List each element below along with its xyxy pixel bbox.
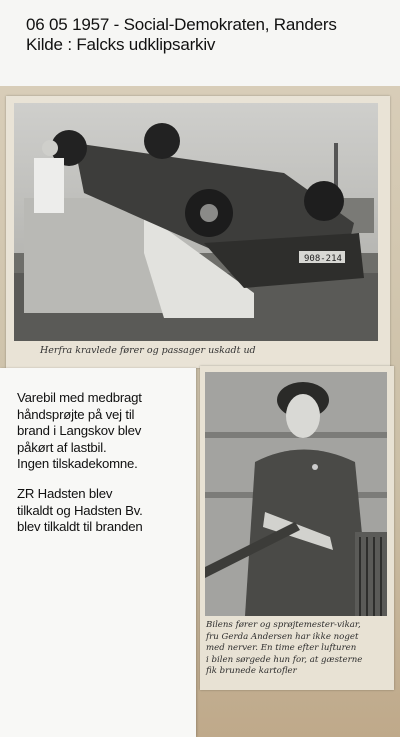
note-paragraph-1: Varebil med medbragt håndsprøjte på vej til brand i Langskov blev påkørt af lastbil. Ingen tilskadekomne. bbox=[17, 390, 142, 472]
woman-portrait-photo bbox=[205, 372, 387, 616]
header-archive-source: Kilde : Falcks udklipsarkiv bbox=[26, 35, 216, 54]
license-plate: 908-214 bbox=[304, 254, 342, 264]
note-paragraph-2: ZR Hadsten blev tilkaldt og Hadsten Bv. blev tilkaldt til branden bbox=[17, 486, 143, 535]
overturned-van-photo bbox=[14, 103, 378, 341]
caption-top: Herfra kravlede fører og passager uskadt ud bbox=[40, 345, 256, 356]
header-banner bbox=[0, 0, 400, 86]
header-date-source: 06 05 1957 - Social-Demokraten, Randers bbox=[26, 15, 337, 34]
caption-right: Bilens fører og sprøjtemester-vikar, fru Gerda Andersen har ikke noget med nerver. En time efter lufturen i bilen sørgede hun for, at gæsterne fik brunede kartofler bbox=[206, 620, 363, 676]
